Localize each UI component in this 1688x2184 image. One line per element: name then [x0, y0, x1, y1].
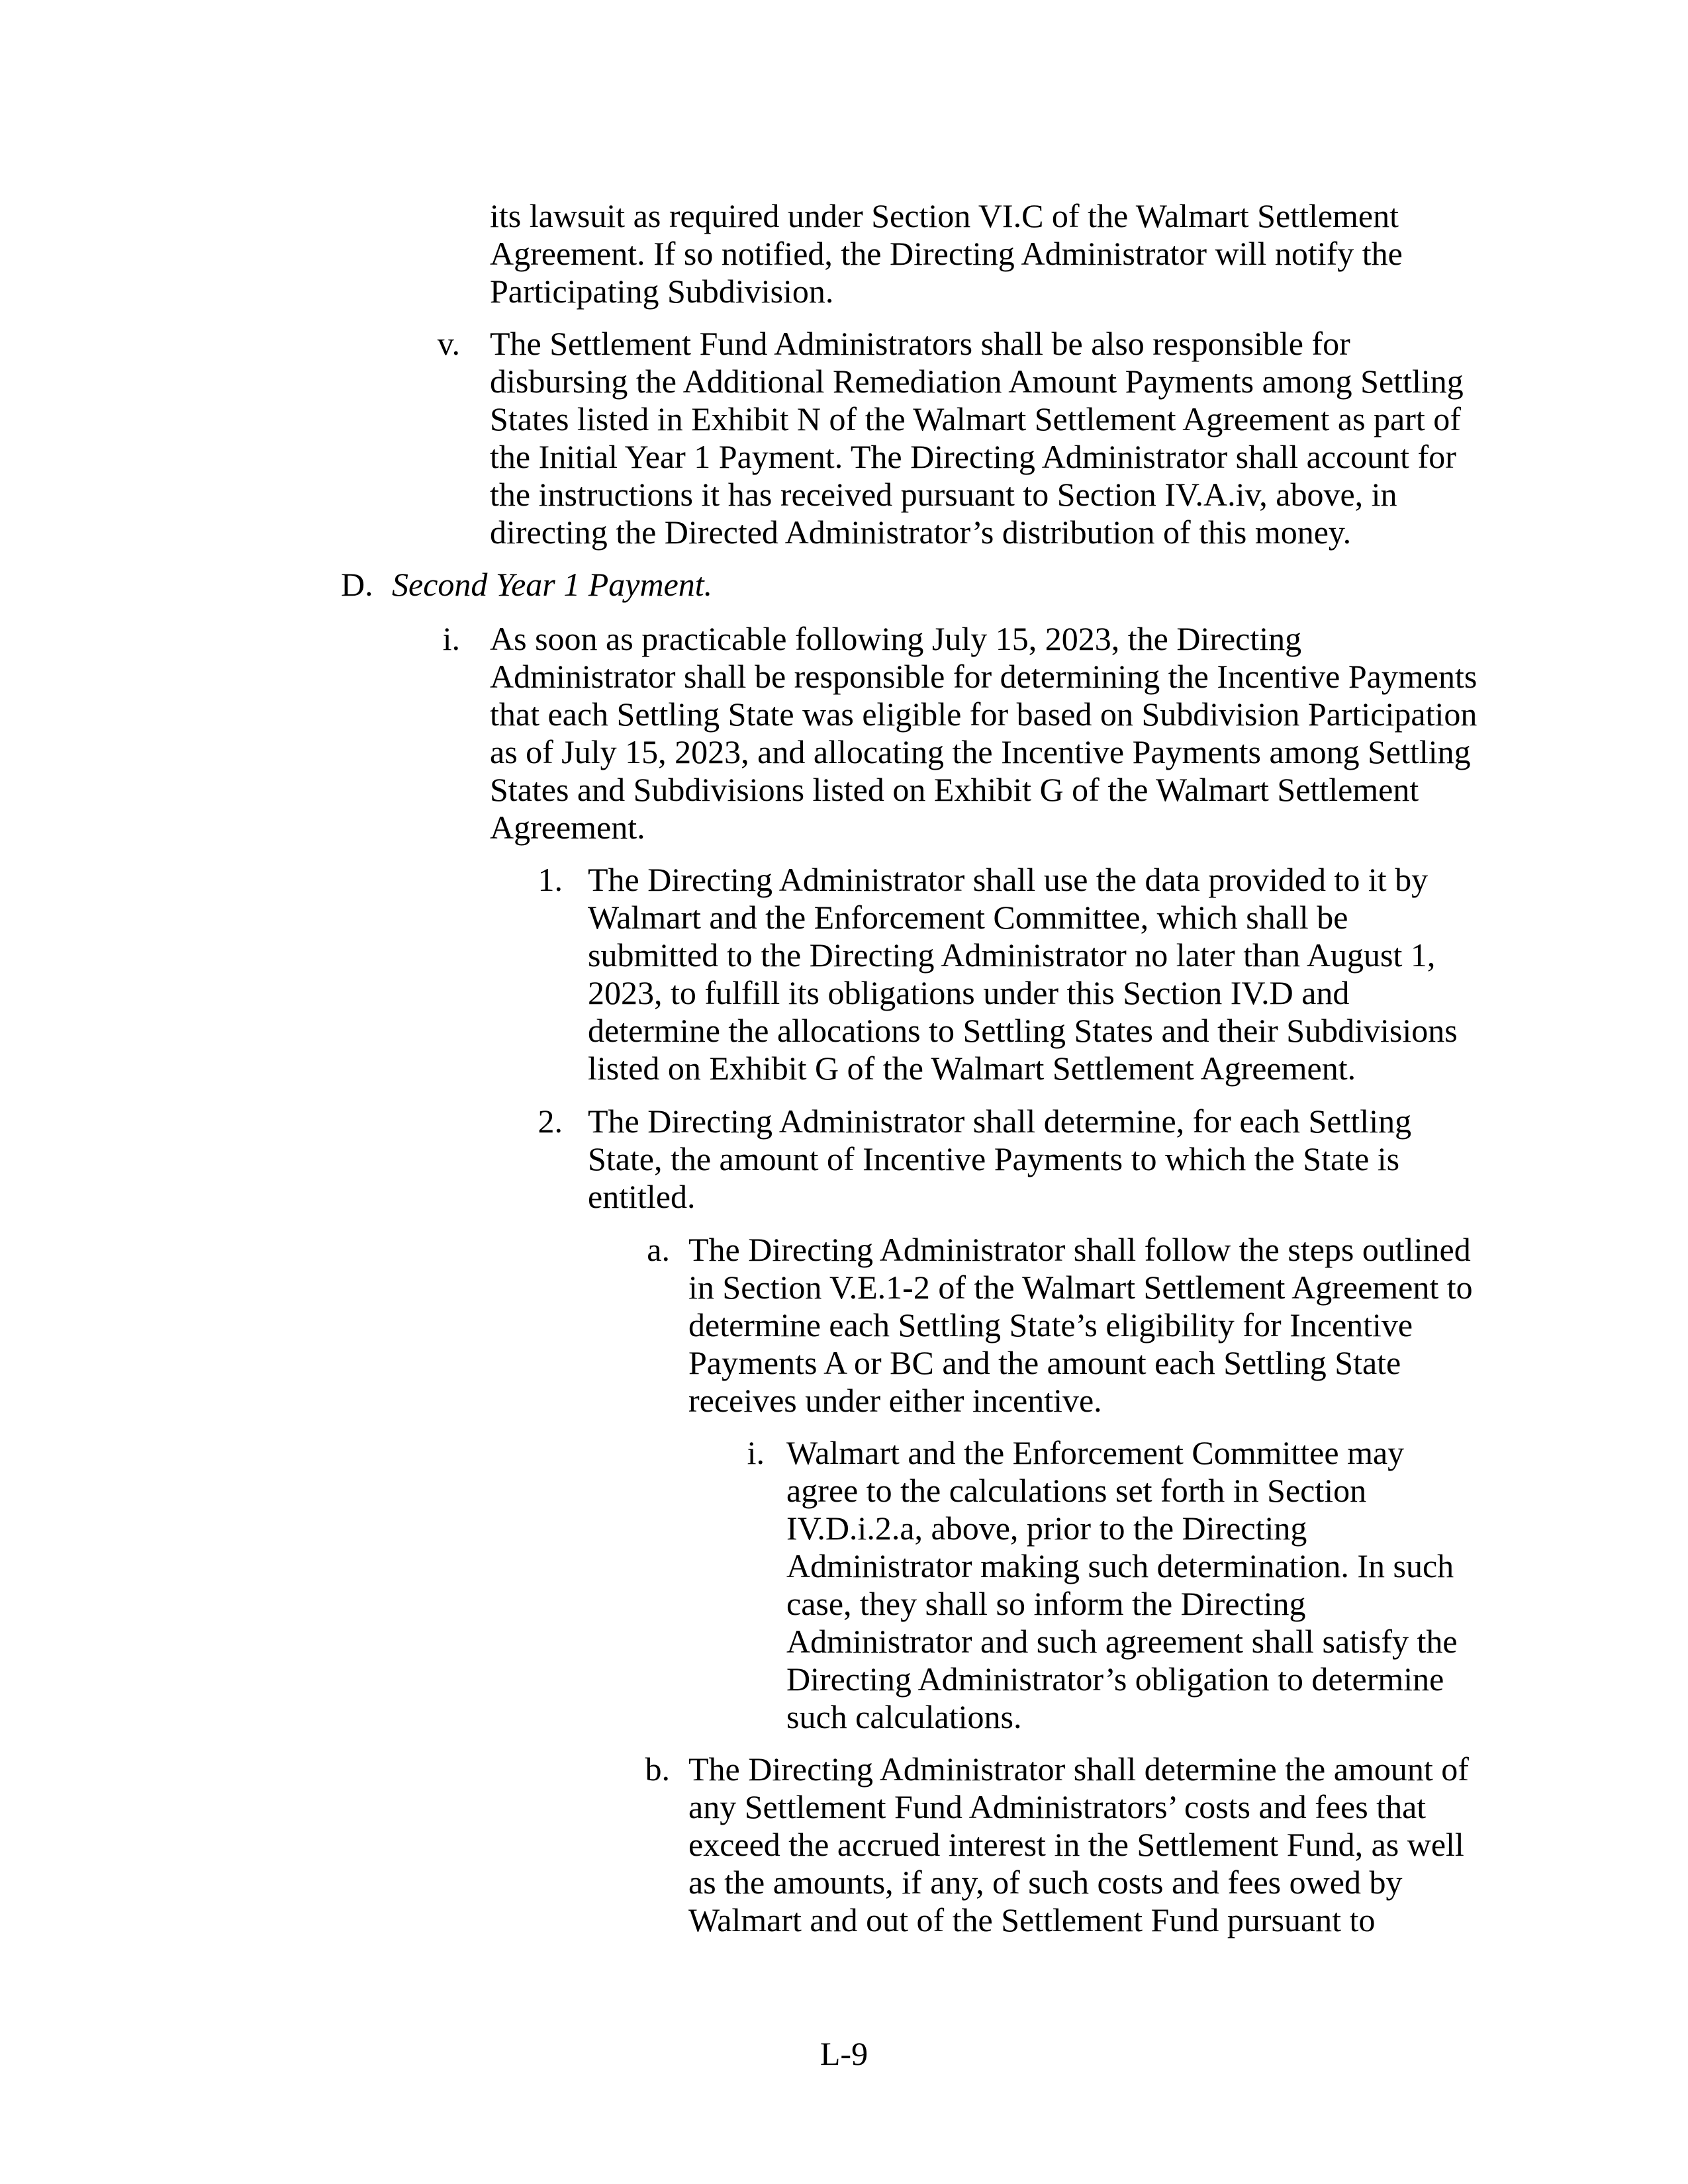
- list-label-a-i: i.: [747, 1434, 765, 1471]
- list-item-a-i-text: Walmart and the Enforcement Committee may agree to the calculations set forth in Section IV.D.i.2.a, above, prior to the Directing Administrator making such determination. In such case, they shall so inform the Directing Administrator and such agreement shall satisfy the Directing Administrator’s obligation to determine such calculations.: [786, 1434, 1458, 1735]
- list-label-i: i.: [442, 620, 460, 657]
- page-number: L-9: [820, 2035, 868, 2072]
- list-item-2-text: The Directing Administrator shall determine, for each Settling State, the amount of Incentive Payments to which the State is entitled.: [588, 1103, 1412, 1215]
- section-d-label: D.: [341, 566, 373, 603]
- section-d-title: Second Year 1 Payment.: [392, 566, 713, 603]
- list-label-1: 1.: [538, 861, 563, 898]
- list-item-1-text: The Directing Administrator shall use the data provided to it by Walmart and the Enforcement Committee, which shall be submitted to the Directing Administrator no later than August 1, 2023, to fulfill its obligations under this Section IV.D and determine the allocations to Settling States and their Subdivisions listed on Exhibit G of the Walmart Settlement Agreement.: [588, 861, 1458, 1087]
- list-item-v-text: The Settlement Fund Administrators shall be also responsible for disbursing the Additional Remediation Amount Payments among Settling States listed in Exhibit N of the Walmart Settlement Agreement as part of the Initial Year 1 Payment. The Directing Administrator shall account for the instructions it has received pursuant to Section IV.A.iv, above, in directing the Directed Administrator’s distribution of this money.: [490, 325, 1464, 551]
- list-label-b: b.: [645, 1751, 670, 1788]
- continuation-paragraph: its lawsuit as required under Section VI.C of the Walmart Settlement Agreement. If so notified, the Directing Administrator will notify the Participating Subdivision.: [490, 197, 1403, 310]
- list-item-i-text: As soon as practicable following July 15, 2023, the Directing Administrator shall be responsible for determining the Incentive Payments that each Settling State was eligible for based on Subdivision Participation as of July 15, 2023, and allocating the Incentive Payments among Settling States and Subdivisions listed on Exhibit G of the Walmart Settlement Agreement.: [490, 620, 1477, 846]
- list-label-a: a.: [647, 1231, 670, 1268]
- list-label-v: v.: [437, 325, 460, 362]
- list-item-a-text: The Directing Administrator shall follow the steps outlined in Section V.E.1-2 of the Walmart Settlement Agreement to determine each Settling State’s eligibility for Incentive Payments A or BC and the amount each Settling State receives under either incentive.: [688, 1231, 1473, 1419]
- list-label-2: 2.: [538, 1103, 563, 1140]
- list-item-b-text: The Directing Administrator shall determine the amount of any Settlement Fund Administrators’ costs and fees that exceed the accrued interest in the Settlement Fund, as well as the amounts, if any, of such costs and fees owed by Walmart and out of the Settlement Fund pursuant to: [688, 1751, 1469, 1938]
